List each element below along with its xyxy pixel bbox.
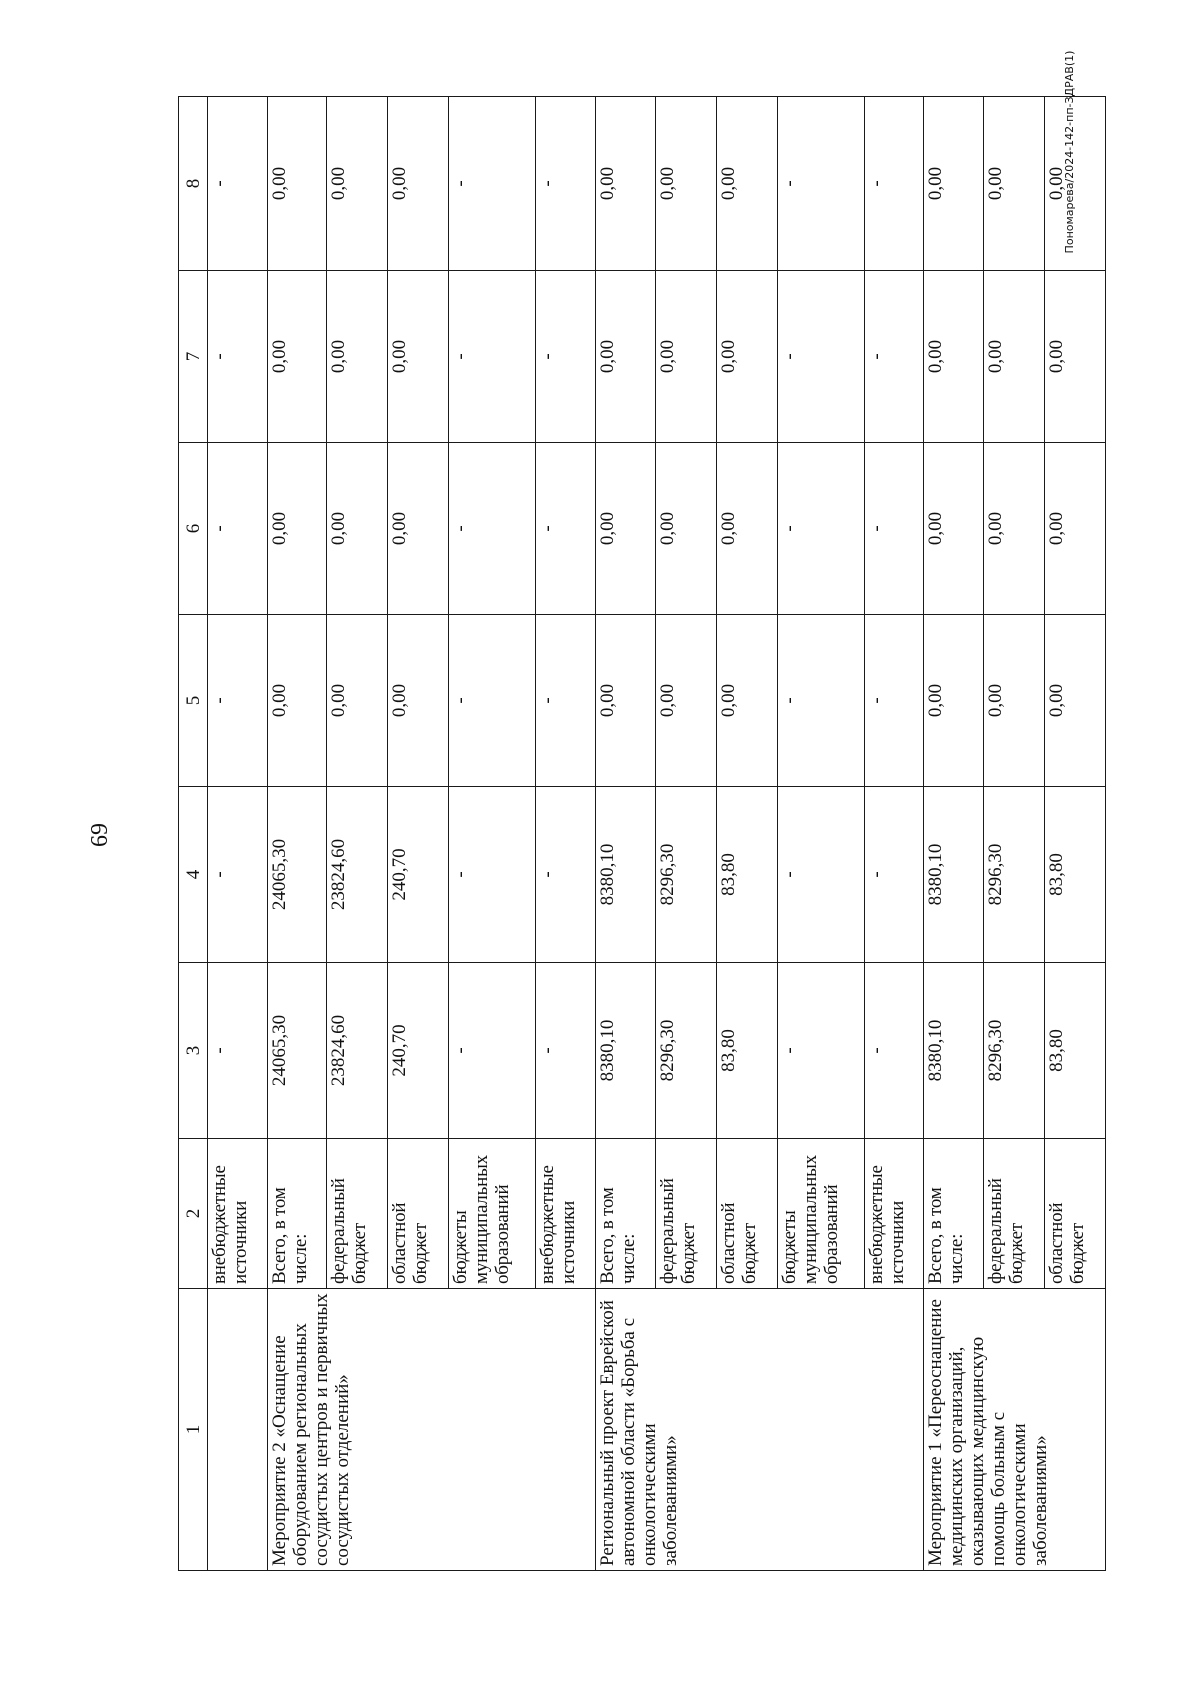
value-col-7: 0,00 bbox=[596, 271, 656, 443]
value-col-6: 0,00 bbox=[267, 443, 327, 615]
table-header bbox=[179, 97, 208, 1571]
value-col-6: - bbox=[449, 443, 536, 615]
event-1-name: Мероприятие 1 «Переоснащение медицинских организаций, оказывающих медицинскую помощь больным с онкологическими заболеваниями» bbox=[924, 1289, 1106, 1571]
value-col-3: 83,80 bbox=[716, 963, 777, 1139]
value-col-4: - bbox=[208, 787, 268, 963]
value-col-3: 23824,60 bbox=[327, 963, 388, 1139]
value-col-7: 0,00 bbox=[267, 271, 327, 443]
value-col-4: 8296,30 bbox=[655, 787, 716, 963]
value-col-5: - bbox=[777, 615, 864, 787]
value-col-8: - bbox=[864, 97, 924, 271]
value-col-5: 0,00 bbox=[596, 615, 656, 787]
header-col-3: 3 bbox=[179, 963, 208, 1139]
value-col-4: - bbox=[536, 787, 596, 963]
value-col-4: - bbox=[864, 787, 924, 963]
value-col-3: 8380,10 bbox=[924, 963, 984, 1139]
value-col-7: 0,00 bbox=[716, 271, 777, 443]
value-col-6: 0,00 bbox=[716, 443, 777, 615]
value-col-8: 0,00 bbox=[716, 97, 777, 271]
funding-source: федеральный бюджет bbox=[327, 1139, 388, 1289]
header-row bbox=[179, 97, 208, 1571]
table-row bbox=[208, 97, 268, 1571]
value-col-8: 0,00 bbox=[984, 97, 1045, 271]
value-col-6: - bbox=[208, 443, 268, 615]
value-col-7: - bbox=[864, 271, 924, 443]
funding-source: внебюджетные источники bbox=[536, 1139, 596, 1289]
value-col-5: - bbox=[536, 615, 596, 787]
value-col-5: - bbox=[208, 615, 268, 787]
value-col-4: 8380,10 bbox=[924, 787, 984, 963]
value-col-5: 0,00 bbox=[388, 615, 449, 787]
value-col-7: 0,00 bbox=[1044, 271, 1105, 443]
funding-source: областной бюджет bbox=[1044, 1139, 1105, 1289]
value-col-3: - bbox=[449, 963, 536, 1139]
funding-source: Всего, в том числе: bbox=[924, 1139, 984, 1289]
value-col-5: 0,00 bbox=[327, 615, 388, 787]
value-col-3: - bbox=[208, 963, 268, 1139]
funding-source: Всего, в том числе: bbox=[267, 1139, 327, 1289]
document-reference: Пономарева/2024-142-пп-ЗДРАВ(1) bbox=[1063, 50, 1076, 254]
page-number: 69 bbox=[87, 823, 113, 847]
header-col-4: 4 bbox=[179, 787, 208, 963]
value-col-8: - bbox=[777, 97, 864, 271]
funding-source: областной бюджет bbox=[716, 1139, 777, 1289]
value-col-7: 0,00 bbox=[655, 271, 716, 443]
value-col-6: - bbox=[536, 443, 596, 615]
value-col-5: 0,00 bbox=[716, 615, 777, 787]
value-col-3: 8296,30 bbox=[984, 963, 1045, 1139]
value-col-4: 24065,30 bbox=[267, 787, 327, 963]
header-col-1: 1 bbox=[179, 1289, 208, 1571]
value-col-6: 0,00 bbox=[1044, 443, 1105, 615]
financing-table-wrapper bbox=[178, 97, 1106, 1571]
value-col-8: - bbox=[208, 97, 268, 271]
header-col-8: 8 bbox=[179, 97, 208, 271]
value-col-8: - bbox=[449, 97, 536, 271]
value-col-7: - bbox=[449, 271, 536, 443]
value-col-8: 0,00 bbox=[924, 97, 984, 271]
value-col-3: - bbox=[864, 963, 924, 1139]
value-col-7: 0,00 bbox=[924, 271, 984, 443]
value-col-7: - bbox=[208, 271, 268, 443]
value-col-5: 0,00 bbox=[267, 615, 327, 787]
value-col-8: - bbox=[536, 97, 596, 271]
header-col-2: 2 bbox=[179, 1139, 208, 1289]
event-2-name: Мероприятие 2 «Оснащение оборудованием региональных сосудистых центров и первичных сосудистых отделений» bbox=[267, 1289, 595, 1571]
value-col-5: 0,00 bbox=[924, 615, 984, 787]
value-col-3: - bbox=[777, 963, 864, 1139]
value-col-6: - bbox=[864, 443, 924, 615]
value-col-8: 0,00 bbox=[388, 97, 449, 271]
value-col-6: 0,00 bbox=[655, 443, 716, 615]
value-col-6: 0,00 bbox=[924, 443, 984, 615]
value-col-3: 8380,10 bbox=[596, 963, 656, 1139]
value-col-7: 0,00 bbox=[388, 271, 449, 443]
header-col-6: 6 bbox=[179, 443, 208, 615]
table-row bbox=[267, 97, 327, 1571]
funding-source: внебюджетные источники bbox=[208, 1139, 268, 1289]
value-col-6: 0,00 bbox=[596, 443, 656, 615]
value-col-3: 8296,30 bbox=[655, 963, 716, 1139]
value-col-5: - bbox=[449, 615, 536, 787]
value-col-8: 0,00 bbox=[596, 97, 656, 271]
value-col-3: 83,80 bbox=[1044, 963, 1105, 1139]
value-col-5: - bbox=[864, 615, 924, 787]
value-col-8: 0,00 bbox=[327, 97, 388, 271]
value-col-3: 240,70 bbox=[388, 963, 449, 1139]
value-col-7: 0,00 bbox=[327, 271, 388, 443]
value-col-7: 0,00 bbox=[984, 271, 1045, 443]
table-row bbox=[924, 97, 984, 1571]
header-col-5: 5 bbox=[179, 615, 208, 787]
financing-table bbox=[178, 96, 1106, 1571]
value-col-4: 240,70 bbox=[388, 787, 449, 963]
value-col-3: 24065,30 bbox=[267, 963, 327, 1139]
header-col-7: 7 bbox=[179, 271, 208, 443]
value-col-5: 0,00 bbox=[984, 615, 1045, 787]
value-col-3: - bbox=[536, 963, 596, 1139]
funding-source: федеральный бюджет bbox=[984, 1139, 1045, 1289]
value-col-8: 0,00 bbox=[655, 97, 716, 271]
value-col-5: 0,00 bbox=[1044, 615, 1105, 787]
value-col-8: 0,00 bbox=[1044, 97, 1105, 271]
value-col-6: 0,00 bbox=[388, 443, 449, 615]
value-col-4: - bbox=[449, 787, 536, 963]
value-col-7: - bbox=[536, 271, 596, 443]
table-row bbox=[596, 97, 656, 1571]
value-col-6: 0,00 bbox=[984, 443, 1045, 615]
event-cell-continued bbox=[208, 1289, 268, 1571]
funding-source: Всего, в том числе: bbox=[596, 1139, 656, 1289]
value-col-4: 83,80 bbox=[716, 787, 777, 963]
regional-project-name: Региональный проект Еврейской автономной области «Борьба с онкологическими заболеваниями» bbox=[596, 1289, 924, 1571]
value-col-6: - bbox=[777, 443, 864, 615]
value-col-6: 0,00 bbox=[327, 443, 388, 615]
funding-source: внебюджетные источники bbox=[864, 1139, 924, 1289]
value-col-7: - bbox=[777, 271, 864, 443]
table-body bbox=[208, 97, 1106, 1571]
funding-source: бюджеты муниципальных образований bbox=[449, 1139, 536, 1289]
funding-source: федеральный бюджет bbox=[655, 1139, 716, 1289]
value-col-8: 0,00 bbox=[267, 97, 327, 271]
value-col-4: 23824,60 bbox=[327, 787, 388, 963]
value-col-5: 0,00 bbox=[655, 615, 716, 787]
value-col-4: 8296,30 bbox=[984, 787, 1045, 963]
value-col-4: - bbox=[777, 787, 864, 963]
funding-source: областной бюджет bbox=[388, 1139, 449, 1289]
value-col-4: 8380,10 bbox=[596, 787, 656, 963]
funding-source: бюджеты муниципальных образований bbox=[777, 1139, 864, 1289]
value-col-4: 83,80 bbox=[1044, 787, 1105, 963]
